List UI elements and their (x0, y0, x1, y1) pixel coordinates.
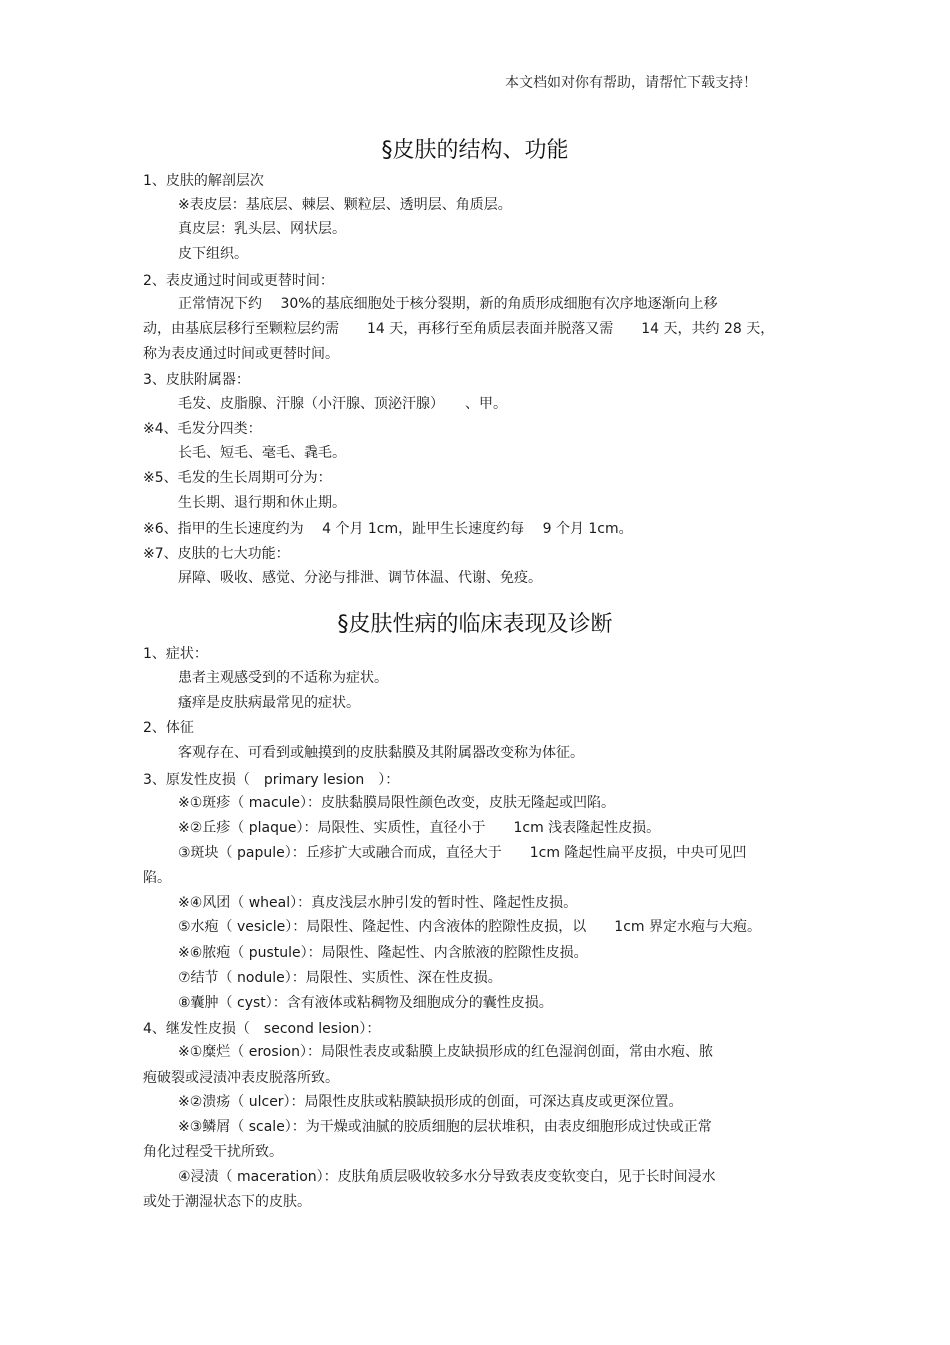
item-text: 真皮层：乳头层、网状层。 (178, 221, 346, 237)
item-text: ⑤水疱（ vesicle）：局限性、隆起性、内含液体的腔隙性皮损，以 1cm 界定水疱与大疱。 (178, 919, 761, 935)
item-text: ※②丘疹（ plaque）：局限性、实质性，直径小于 1cm 浅表隆起性皮损。 (178, 820, 661, 836)
item-text-continued: 陷。 (143, 870, 171, 886)
item-text: ⑦结节（ nodule）：局限性、实质性、深在性皮损。 (178, 970, 502, 986)
item-heading: 2、体征 (143, 720, 194, 736)
item-text: ※表皮层：基底层、棘层、颗粒层、透明层、角质层。 (178, 197, 512, 213)
item-text: ④浸渍（ maceration）：皮肤角质层吸收较多水分导致表皮变软变白，见于长时间浸水 (178, 1169, 716, 1185)
section-title-structure: §皮肤的结构、功能 (381, 138, 569, 163)
item-text: ⑧囊肿（ cyst）：含有液体或粘稠物及细胞成分的囊性皮损。 (178, 995, 553, 1011)
item-text-continued: 动，由基底层移行至颗粒层约需 14 天，再移行至角质层表面并脱落又需 14 天，共约 28 天， (143, 321, 775, 337)
item-heading: ※7、皮肤的七大功能： (143, 546, 290, 562)
item-text: 长毛、短毛、毫毛、毳毛。 (178, 445, 346, 461)
item-heading: ※4、毛发分四类： (143, 421, 262, 437)
item-text-continued: 或处于潮湿状态下的皮肤。 (143, 1194, 311, 1210)
item-heading: ※6、指甲的生长速度约为 4 个月 1cm，趾甲生长速度约每 9 个月 1cm。 (143, 521, 633, 537)
header-note: 本文档如对你有帮助，请帮忙下载支持！ (505, 75, 757, 91)
item-text: 毛发、皮脂腺、汗腺（小汗腺、顶泌汗腺） 、甲。 (178, 396, 507, 412)
item-text: ③斑块（ papule）：丘疹扩大或融合而成，直径大于 1cm 隆起性扁平皮损，中央可见凹 (178, 845, 747, 861)
item-heading: 2、表皮通过时间或更替时间： (143, 273, 334, 289)
item-text: 屏障、吸收、感觉、分泌与排泄、调节体温、代谢、免疫。 (178, 570, 542, 586)
item-text: 客观存在、可看到或触摸到的皮肤黏膜及其附属器改变称为体征。 (178, 745, 584, 761)
item-text: ※①斑疹（ macule）：皮肤黏膜局限性颜色改变，皮肤无隆起或凹陷。 (178, 795, 616, 811)
item-text-continued: 角化过程受干扰所致。 (143, 1144, 283, 1160)
section-title-clinical: §皮肤性病的临床表现及诊断 (337, 612, 613, 637)
item-heading: 1、皮肤的解剖层次 (143, 173, 264, 189)
item-text: ※③鳞屑（ scale）：为干燥或油腻的胶质细胞的层状堆积，由表皮细胞形成过快或正常 (178, 1119, 712, 1135)
item-text: ※②溃疡（ ulcer）：局限性皮肤或粘膜缺损形成的创面，可深达真皮或更深位置。 (178, 1094, 683, 1110)
item-text-continued: 称为表皮通过时间或更替时间。 (143, 346, 339, 362)
item-text: 患者主观感受到的不适称为症状。 (178, 670, 388, 686)
item-text: 正常情况下约 30%的基底细胞处于核分裂期，新的角质形成细胞有次序地逐渐向上移 (178, 296, 718, 312)
item-text: 皮下组织。 (178, 246, 248, 262)
item-text: ※④风团（ wheal）：真皮浅层水肿引发的暂时性、隆起性皮损。 (178, 895, 578, 911)
item-heading: 1、症状： (143, 646, 208, 662)
item-heading: ※5、毛发的生长周期可分为： (143, 470, 332, 486)
item-text: 生长期、退行期和休止期。 (178, 495, 346, 511)
item-text-continued: 疱破裂或浸渍冲表皮脱落所致。 (143, 1070, 339, 1086)
item-heading: 3、原发性皮损（ primary lesion ）： (143, 772, 400, 788)
item-text: ※⑥脓疱（ pustule）：局限性、隆起性、内含脓液的腔隙性皮损。 (178, 945, 588, 961)
item-text: 瘙痒是皮肤病最常见的症状。 (178, 695, 360, 711)
item-heading: 3、皮肤附属器： (143, 372, 250, 388)
item-heading: 4、继发性皮损（ second lesion）： (143, 1021, 381, 1037)
item-text: ※①糜烂（ erosion）：局限性表皮或黏膜上皮缺损形成的红色湿润创面，常由水疱、脓 (178, 1044, 713, 1060)
